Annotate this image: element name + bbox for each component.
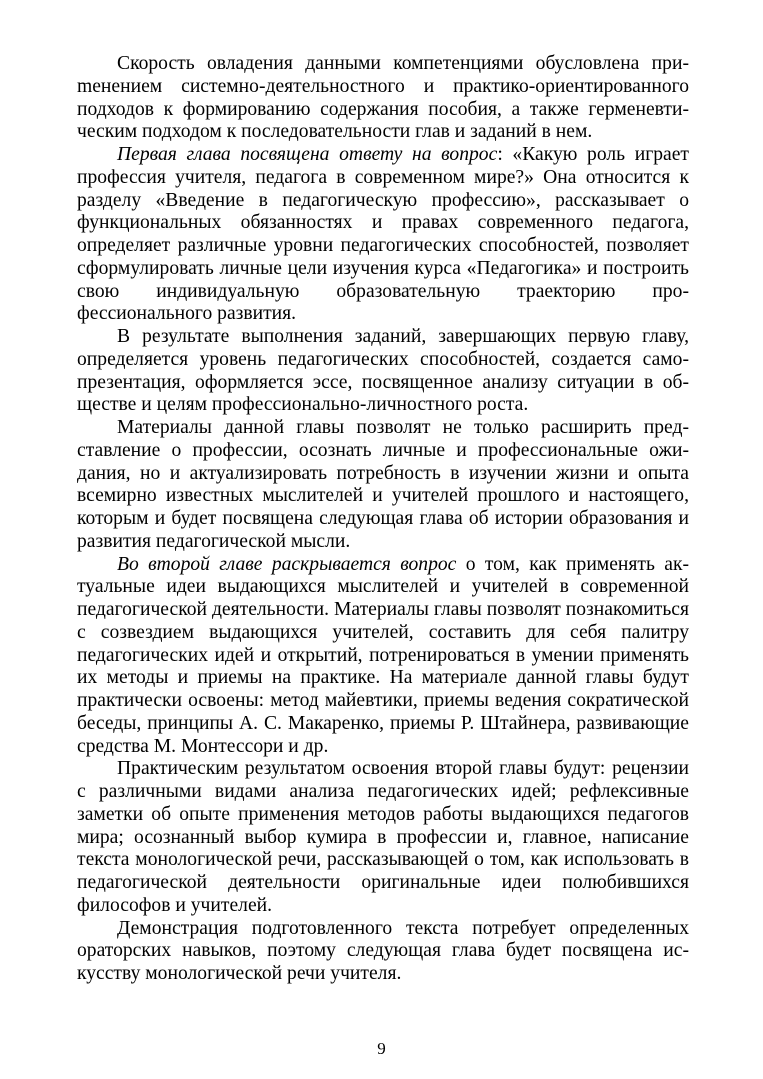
paragraph-4-text: Материалы данной главы позволят не только расширить представление о профессии, осознать личные и профессиональные ожидания, но и актуализировать потребность в изучении жизни и опыта всемирно известных мыслителей и учителей прошлого и настоящего, которым и будет посвящена следующая глава об истории образования и развития педагогической мысли.: [77, 417, 689, 552]
paragraph-1: [77, 53, 689, 144]
paragraph-7-text: Демонстрация подготовленного текста потребует определенных ораторских навыков, поэтому следующая глава будет посвящена искусству монологической речи учителя.: [77, 917, 689, 984]
paragraph-7: [77, 918, 689, 986]
paragraph-3: [77, 326, 689, 417]
paragraph-2-text: : «Какую роль играет профессия учителя, педагога в современном мире?» Она относится к разделу «Введение в педагогическую профессию», рассказывает о функциональных обязанностях и правах современного педагога, определяет различные уровни педагогических способностей, позволяет сформулировать личные цели изучения курса «Педагогика» и построить свою индивидуальную образовательную траекторию профессионального развития.: [77, 144, 689, 325]
paragraph-6-text: Практическим результатом освоения второй главы будут: рецензии с различными видами анализа педагогических идей; рефлексивные заметки об опыте применения методов работы выдающихся педагогов мира; осознанный выбор кумира в профессии и, главное, написание текста монологической речи, рассказывающей о том, как использовать в педагогической деятельности оригинальные идеи полюбившихся философов и учителей.: [77, 758, 689, 916]
page-number: 9: [377, 1039, 386, 1058]
page-body: [77, 53, 689, 986]
paragraph-5: [77, 554, 689, 759]
paragraph-2-lead: Первая глава посвящена ответу на вопрос: [117, 144, 498, 165]
paragraph-2: [77, 144, 689, 326]
paragraph-5-text: о том, как применять актуальные идеи выдающихся мыслителей и учителей в современной педагогической деятельности. Материалы главы позволят познакомиться с созвездием выдающихся учителей, составить для себя палитру педагогических идей и открытий, потренироваться в умении применять их методы и приемы на практике. На материале данной главы будут практически освоены: метод майевтики, приемы ведения сократической беседы, принципы А. С. Макаренко, приемы Р. Штайнера, развивающие средства М. Монтессори и др.: [77, 553, 689, 757]
paragraph-3-text: В результате выполнения заданий, завершающих первую главу, определяется уровень педагогических способностей, создается самопрезентация, оформляется эссе, посвященное анализу ситуации в обществе и целям профессионально-личностного роста.: [77, 326, 689, 416]
paragraph-1-text: Скорость овладения данными компетенциями обусловлена приmенением системно-деятельностного и практико-ориентированного подходов к формированию содержания пособия, а также герменевтическим подходом к последовательности глав и заданий в нем.: [77, 53, 689, 143]
paragraph-6: [77, 758, 689, 917]
paragraph-5-lead: Во второй главе раскрывается вопрос: [117, 553, 457, 575]
paragraph-4: [77, 417, 689, 554]
